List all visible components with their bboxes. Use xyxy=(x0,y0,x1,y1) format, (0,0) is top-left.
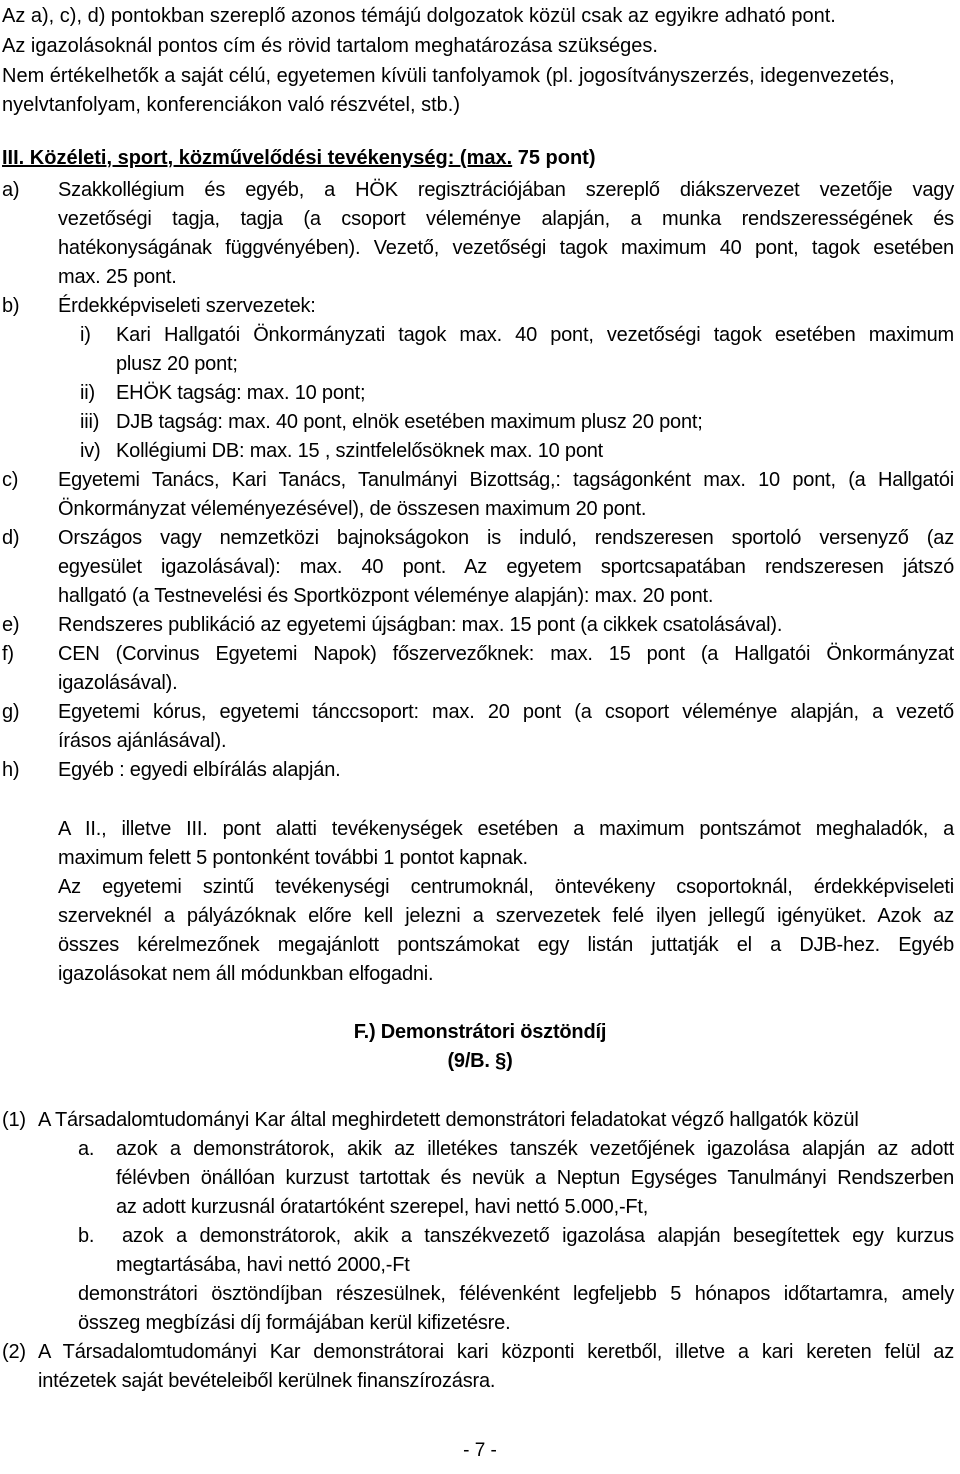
note-2-line-3: összes kérelmezőnek megajánlott pontszámokat egy listán juttatják el a DJB-hez. Egyéb xyxy=(58,934,954,956)
subitem-ii-line: EHÖK tagság: max. 10 pont; xyxy=(116,382,366,404)
item-d-line-3: hallgató (a Testnevelési és Sportközpont véleménye alapján): max. 20 pont. xyxy=(58,585,714,607)
item-e-label: e) xyxy=(2,614,20,636)
subitem-i-line-1: Kari Hallgatói Önkormányzati tagok max. 40 pont, vezetőségi tagok esetében maximum xyxy=(116,324,954,346)
paragraph-1-b-label: b. xyxy=(78,1225,95,1247)
item-g-label: g) xyxy=(2,701,20,723)
section-3-heading-underlined: III. Közéleti, sport, közművelődési tevékenység: (max. xyxy=(2,147,513,169)
item-c-label: c) xyxy=(2,469,19,491)
item-d-label: d) xyxy=(2,527,20,549)
item-f-line-2: igazolásával). xyxy=(58,672,178,694)
item-h-line: Egyéb : egyedi elbírálás alapján. xyxy=(58,759,341,781)
item-a-line-2: vezetőségi tagja, tagja (a csoport véleménye alapján, a munka rendszerességének és xyxy=(58,208,954,230)
paragraph-1-intro: A Társadalomtudományi Kar által meghirdetett demonstrátori feladatokat végző hallgatók közül xyxy=(38,1109,859,1131)
paragraph-1-b-line-1: azok a demonstrátorok, akik a tanszékvezető igazolása alapján besegítettek egy kurzus xyxy=(122,1225,954,1247)
note-2-line-1: Az egyetemi szintű tevékenységi centrumoknál, öntevékeny csoportoknál, érdekképviseleti xyxy=(58,876,954,898)
subitem-iii-label: iii) xyxy=(80,411,100,433)
section-f-title: F.) Demonstrátori ösztöndíj xyxy=(353,1021,607,1043)
subitem-i-label: i) xyxy=(80,324,91,346)
paragraph-1-a-line-3: az adott kurzusnál óratartóként szerepel, havi nettó 5.000,-Ft, xyxy=(116,1196,649,1218)
paragraph-1-b-line-2: megtartásába, havi nettó 2000,-Ft xyxy=(116,1254,410,1276)
paragraph-1-a-line-1: azok a demonstrátorok, akik az illetékes tanszék vezetőjének igazolása alapján az adott xyxy=(116,1138,954,1160)
paragraph-symbol: § xyxy=(495,1050,507,1072)
item-h-label: h) xyxy=(2,759,20,781)
item-b-text: Érdekképviseleti szervezetek: xyxy=(58,295,316,317)
paragraph-2-line-2: intézetek saját bevételeiből kerülnek finanszírozásra. xyxy=(38,1370,496,1392)
section-3-heading-tail: 75 pont) xyxy=(512,147,596,169)
item-e-line: Rendszeres publikáció az egyetemi újságban: max. 15 pont (a cikkek csatolásával). xyxy=(58,614,783,636)
item-f-line-1: CEN (Corvinus Egyetemi Napok) főszervezőknek: max. 15 pont (a Hallgatói Önkormányzat xyxy=(58,643,954,665)
item-d-line-1: Országos vagy nemzetközi bajnokságokon is induló, rendszeresen sportoló versenyző (az xyxy=(58,527,954,549)
section-3-heading xyxy=(2,146,596,171)
item-f-label: f) xyxy=(2,643,14,665)
note-2-line-4: igazolásokat nem áll módunkban elfogadni. xyxy=(58,963,434,985)
intro-line-4: nyelvtanfolyam, konferenciákon való részvétel, stb.) xyxy=(2,94,460,116)
note-1-line-2: maximum felett 5 pontonként további 1 pontot kapnak. xyxy=(58,847,528,869)
item-a-line-3: hatékonyságának függvényében). Vezető, vezetőségi tagok maximum 40 pont, tagok esetében xyxy=(58,237,954,259)
subitem-i-line-2: plusz 20 pont; xyxy=(116,353,238,375)
paragraph-2-label: (2) xyxy=(2,1341,26,1363)
item-c-line-1: Egyetemi Tanács, Kari Tanács, Tanulmányi Bizottság,: tagságonként max. 10 pont, (a Hallgatói xyxy=(58,469,954,491)
paragraph-2-line-1: A Társadalomtudományi Kar demonstrátorai kari központi keretből, illetve a kari kereten felül az xyxy=(38,1341,954,1363)
item-g-line-2: írásos ajánlásával). xyxy=(58,730,227,752)
item-c-line-2: Önkormányzat véleményezésével), de összesen maximum 20 pont. xyxy=(58,498,647,520)
note-1-line-1: A II., illetve III. pont alatti tevékenységek esetében a maximum pontszámot meghaladók, a xyxy=(58,818,954,840)
paragraph-1-label: (1) xyxy=(2,1109,26,1131)
item-b-label: b) xyxy=(2,295,20,317)
note-2-line-2: szerveknél a pályázóknak előre kell jelezni a szervezetek felé ilyen jellegű igényüket. Azok az xyxy=(58,905,954,927)
item-a-line-4: max. 25 pont. xyxy=(58,266,177,288)
page-number: - 7 - xyxy=(463,1440,497,1461)
paragraph-1-a-label: a. xyxy=(78,1138,95,1160)
section-f-subtitle xyxy=(0,1047,960,1077)
intro-line-3: Nem értékelhetők a saját célú, egyetemen kívüli tanfolyamok (pl. jogosítványszerzés, idegenvezetés, xyxy=(2,65,895,87)
item-g-line-1: Egyetemi kórus, egyetemi tánccsoport: max. 20 pont (a csoport véleménye alapján, a vezető xyxy=(58,701,954,723)
item-a-label: a) xyxy=(2,179,20,201)
intro-line-2: Az igazolásoknál pontos cím és rövid tartalom meghatározása szükséges. xyxy=(2,35,658,57)
paragraph-1-tail-line-1: demonstrátori ösztöndíjban részesülnek, félévenként legfeljebb 5 hónapos időtartamra, amely xyxy=(78,1283,954,1305)
subitem-iv-label: iv) xyxy=(80,440,101,462)
paragraph-1-tail-line-2: összeg megbízási díj formájában kerül kifizetésre. xyxy=(78,1312,511,1334)
subitem-ii-label: ii) xyxy=(80,382,95,404)
subitem-iv-line: Kollégiumi DB: max. 15 , szintfelelősöknek max. 10 pont xyxy=(116,440,604,462)
subitem-iii-line: DJB tagság: max. 40 pont, elnök esetében maximum plusz 20 pont; xyxy=(116,411,703,433)
item-a-line-1: Szakkollégium és egyéb, a HÖK regisztrációjában szereplő diákszervezet vezetője vagy xyxy=(58,179,954,201)
intro-line-1: Az a), c), d) pontokban szereplő azonos témájú dolgozatok közül csak az egyikre adható pont. xyxy=(2,5,836,27)
item-d-line-2: egyesület igazolásával): max. 40 pont. Az egyetem sportcsapatában rendszeresen játszó xyxy=(58,556,954,578)
paragraph-1-a-line-2: félévben önállóan kurzust tartottak és nevük a Neptun Egységes Tanulmányi Rendszerben xyxy=(116,1167,954,1189)
section-f-subtitle-post: ) xyxy=(506,1050,513,1072)
section-f-subtitle-pre: (9/B. xyxy=(447,1050,496,1072)
